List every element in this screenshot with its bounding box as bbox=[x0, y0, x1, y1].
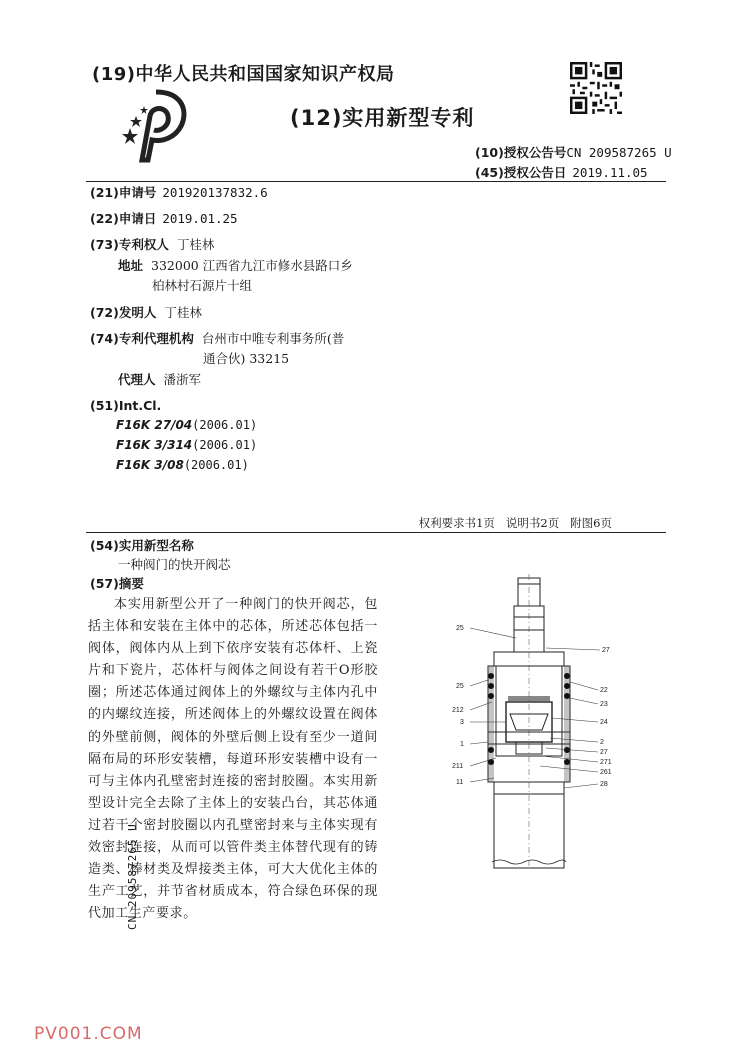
app-date-row bbox=[90, 209, 238, 229]
auth-no-label: (10)授权公告号 bbox=[475, 145, 567, 160]
figure-label: 2 bbox=[600, 739, 604, 746]
ipc-code: F16K 27/04 bbox=[116, 418, 193, 432]
figure-label: 24 bbox=[600, 719, 608, 726]
qr-code-icon[interactable] bbox=[570, 62, 622, 114]
figure-label: 25 bbox=[456, 625, 464, 632]
app-date: 2019.01.25 bbox=[162, 211, 238, 226]
ipc-version: (2006.01) bbox=[192, 418, 258, 432]
header-rule bbox=[86, 181, 666, 182]
figure-label: 27 bbox=[600, 749, 608, 756]
ipc-entry bbox=[116, 435, 257, 455]
cnipa-logo bbox=[122, 86, 192, 166]
patentee-row bbox=[90, 235, 214, 255]
figure-label: 25 bbox=[456, 683, 464, 690]
abstract-label bbox=[90, 574, 144, 594]
title-label bbox=[90, 536, 194, 556]
inventor-row bbox=[90, 303, 202, 323]
figure-label: 1 bbox=[460, 741, 464, 748]
inventor-label: (72)发明人 bbox=[90, 305, 157, 320]
app-no-label: (21)申请号 bbox=[90, 185, 157, 200]
auth-date-label: (45)授权公告日 bbox=[475, 165, 567, 180]
side-publication-number: CN 209587265 U bbox=[126, 823, 139, 930]
address-row bbox=[118, 256, 353, 276]
page-counts: 权利要求书1页 说明书2页 附图6页 bbox=[418, 516, 612, 530]
address-line1: 332000 江西省九江市修水县路口乡 bbox=[151, 258, 353, 273]
abstract-label-text: (57)摘要 bbox=[90, 576, 144, 591]
figure-label: 23 bbox=[600, 701, 608, 708]
figure-label: 271 bbox=[600, 759, 612, 766]
patentee-label: (73)专利权人 bbox=[90, 237, 169, 252]
ipc-label-text: (51)Int.Cl. bbox=[90, 398, 162, 413]
figure-label: 11 bbox=[456, 779, 464, 786]
auth-date: 2019.11.05 bbox=[572, 165, 648, 180]
ipc-code: F16K 3/08 bbox=[116, 458, 184, 472]
agent-row bbox=[118, 370, 201, 390]
figure-label: 261 bbox=[600, 769, 612, 776]
ipc-version: (2006.01) bbox=[192, 438, 258, 452]
address-label: 地址 bbox=[118, 258, 144, 273]
address-line2: 柏林村石源片十组 bbox=[152, 278, 253, 293]
utility-model-title: 一种阀门的快开阀芯 bbox=[118, 557, 231, 572]
app-no: 201920137832.6 bbox=[162, 185, 268, 200]
agency-line2: 通合伙) 33215 bbox=[203, 351, 290, 366]
document-type-heading: (12)实用新型专利 bbox=[290, 106, 475, 130]
app-no-row bbox=[90, 183, 268, 203]
ipc-version: (2006.01) bbox=[183, 458, 249, 472]
section-rule bbox=[86, 532, 666, 533]
abstract-text: 本实用新型公开了一种阀门的快开阀芯，包括主体和安装在主体中的芯体，所述芯体包括一阀体，阀体内从上到下依序安装有芯体杆、上瓷片和下瓷片，芯体杆与阀体之间设有若干O形胶圈；所述芯体通过阀体上的外螺纹与主体内孔中的内螺纹连接，所述阀体上的外螺纹设置在阀体的外壁前侧，阀体的外壁后侧上设有至少一道间隔布局的环形安装槽，每道环形安装槽中设有一可与主体内孔壁密封连接的密封胶圈。本实用新型设计完全去除了主体上的安装凸台，其芯体通过若干个密封胶圈以内孔壁密封来与主体实现有效密封连接，从而可以管件类主体替代现有的铸造类、棒材类及焊接类主体，可大大优化主体的生产工艺，并节省材质成本，符合绿色环保的现代加工生产要求。 bbox=[88, 597, 378, 922]
figure-label: 22 bbox=[600, 687, 608, 694]
watermark-text: PV001.COM bbox=[34, 1024, 143, 1044]
inventor: 丁桂林 bbox=[164, 305, 202, 320]
agent: 潘浙军 bbox=[163, 372, 202, 387]
app-date-label: (22)申请日 bbox=[90, 211, 157, 226]
ipc-entry bbox=[116, 455, 249, 475]
agency-label: (74)专利代理机构 bbox=[90, 331, 194, 346]
ipc-code: F16K 3/314 bbox=[116, 438, 193, 452]
figure-label: 3 bbox=[460, 719, 464, 726]
patentee: 丁桂林 bbox=[176, 237, 215, 252]
issuer-heading: (19)中华人民共和国国家知识产权局 bbox=[92, 64, 395, 85]
agency-line1: 台州市中唯专利事务所(普 bbox=[201, 331, 345, 346]
ipc-label bbox=[90, 396, 161, 416]
figure-label: 211 bbox=[452, 763, 464, 770]
ipc-entry bbox=[116, 415, 257, 435]
figure-label: 27 bbox=[602, 647, 610, 654]
title-label-text: (54)实用新型名称 bbox=[90, 538, 194, 553]
valve-core-drawing bbox=[430, 572, 640, 872]
figure-label: 212 bbox=[452, 707, 464, 714]
agent-label: 代理人 bbox=[118, 372, 156, 387]
publication-info bbox=[475, 143, 672, 183]
agency-row bbox=[90, 329, 344, 349]
auth-no: CN 209587265 U bbox=[566, 145, 672, 160]
figure-label: 28 bbox=[600, 781, 608, 788]
